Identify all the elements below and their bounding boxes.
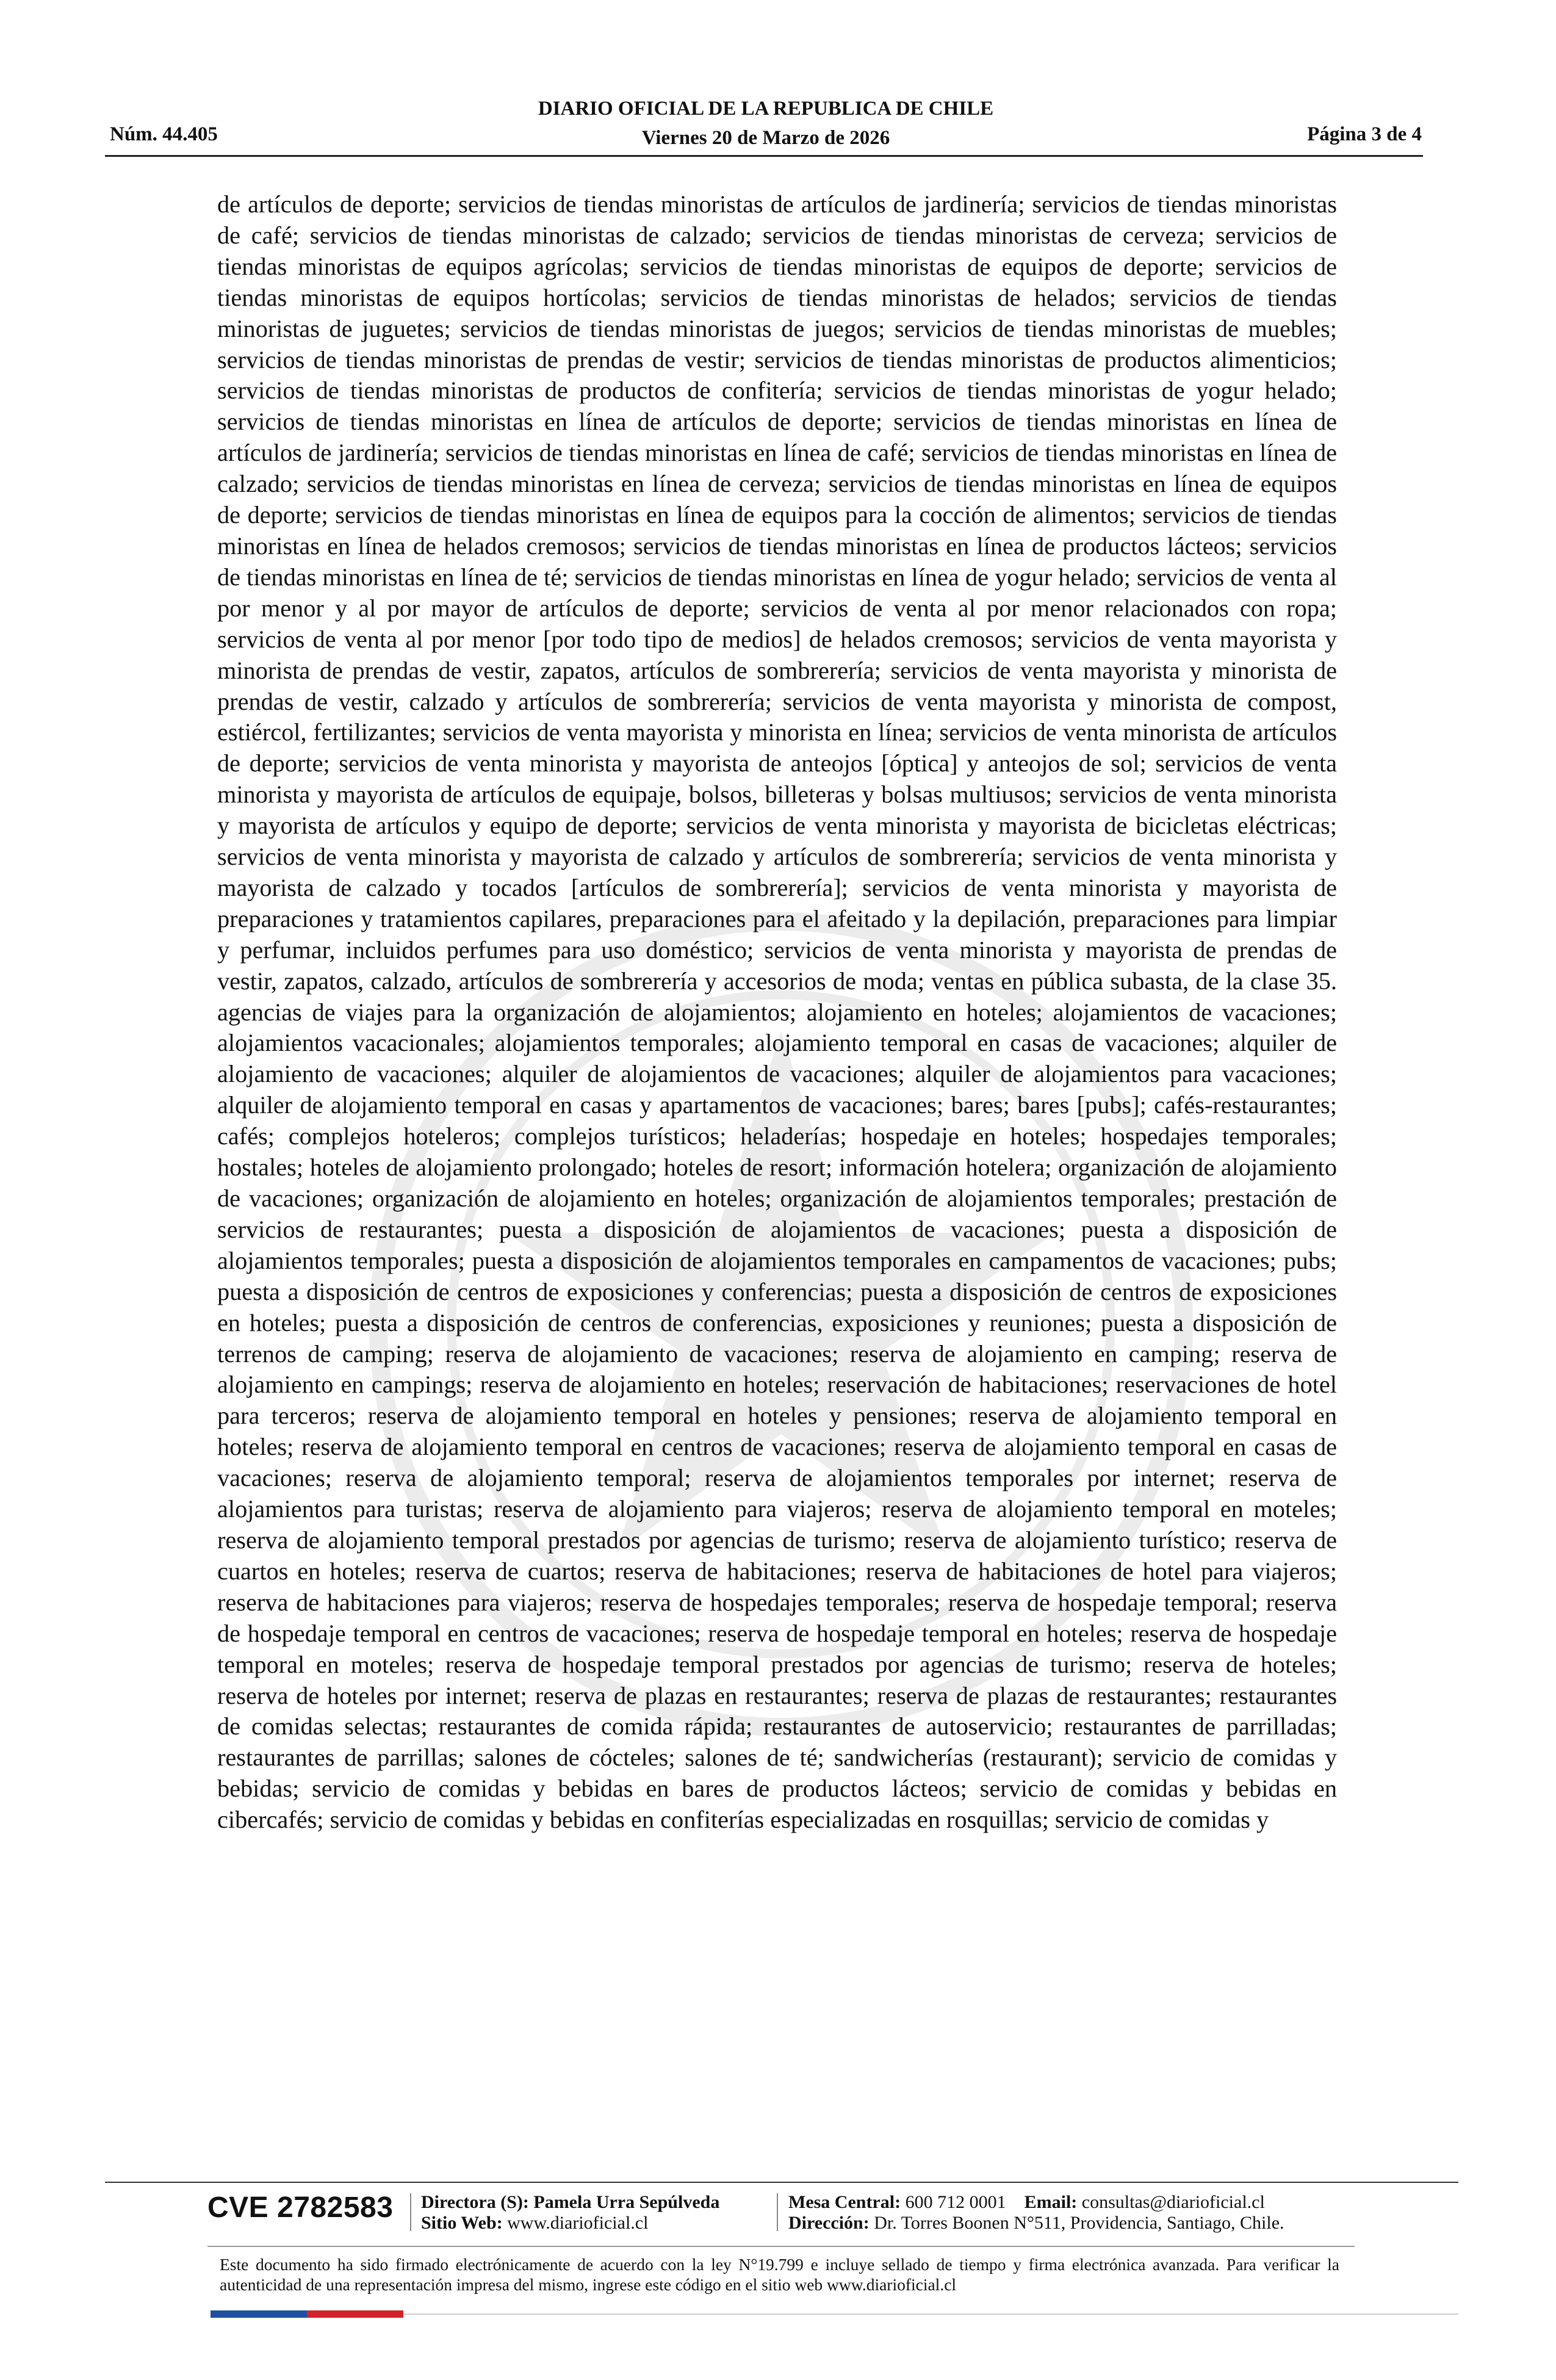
- flag-color-bar: [211, 2310, 403, 2318]
- footer-director-block: [421, 2192, 719, 2234]
- footer-contact-block: [788, 2192, 1284, 2234]
- header-divider: [105, 155, 1423, 157]
- email-label: Email:: [1024, 2192, 1078, 2212]
- publication-title: DIARIO OFICIAL DE LA REPUBLICA DE CHILE: [538, 98, 994, 120]
- publication-date: Viernes 20 de Marzo de 2026: [641, 127, 890, 149]
- page-header: [110, 93, 1422, 151]
- issue-number: Núm. 44.405: [110, 123, 218, 145]
- address-label: Dirección:: [788, 2213, 870, 2233]
- flag-blue-segment: [211, 2310, 307, 2318]
- document-body-text: de artículos de deporte; servicios de tiendas minoristas de artículos de jardinería; servicios de tiendas minoristas de café; servicios de tiendas minoristas de calzado; servicios de tiendas minoristas de cerveza; servicios de tiendas minoristas de equipos agrícolas; servicios de tiendas minoristas de equipos de deporte; servicios de tiendas minoristas de equipos hortícolas; servicios de tiendas minoristas de helados; servicios de tiendas minoristas de juguetes; servicios de tiendas minoristas de juegos; servicios de tiendas minoristas de muebles; servicios de tiendas minoristas de prendas de vestir; servicios de tiendas minoristas de productos alimenticios; servicios de tiendas minoristas de productos de confitería; servicios de tiendas minoristas de yogur helado; servicios de tiendas minoristas en línea de artículos de deporte; servicios de tiendas minoristas en línea de artículos de jardinería; servicios de tiendas minoristas en línea de café; servicios de tiendas minoristas en línea de calzado; servicios de tiendas minoristas en línea de cerveza; servicios de tiendas minoristas en línea de equipos de deporte; servicios de tiendas minoristas en línea de equipos para la cocción de alimentos; servicios de tiendas minoristas en línea de helados cremosos; servicios de tiendas minoristas en línea de productos lácteos; servicios de tiendas minoristas en línea de té; servicios de tiendas minoristas en línea de yogur helado; servicios de venta al por menor y al por mayor de artículos de deporte; servicios de venta al por menor relacionados con ropa; servicios de venta al por menor [por todo tipo de medios] de helados cremosos; servicios de venta mayorista y minorista de prendas de vestir, zapatos, artículos de sombrerería; servicios de venta mayorista y minorista de prendas de vestir, calzado y artículos de sombrerería; servicios de venta mayorista y minorista de compost, estiércol, fertilizantes; servicios de venta mayorista y minorista en línea; servicios de venta minorista de artículos de deporte; servicios de venta minorista y mayorista de anteojos [óptica] y anteojos de sol; servicios de venta minorista y mayorista de artículos de equipaje, bolsos, billeteras y bolsas multiusos; servicios de venta minorista y mayorista de artículos y equipo de deporte; servicios de venta minorista y mayorista de bicicletas eléctricas; servicios de venta minorista y mayorista de calzado y artículos de sombrerería; servicios de venta minorista y mayorista de calzado y tocados [artículos de sombrerería]; servicios de venta minorista y mayorista de preparaciones y tratamientos capilares, preparaciones para el afeitado y la depilación, preparaciones para limpiar y perfumar, incluidos perfumes para uso doméstico; servicios de venta minorista y mayorista de prendas de vestir, zapatos, calzado, artículos de sombrerería y accesorios de moda; ventas en pública subasta, de la clase 35. agencias de viajes para la organización de alojamientos; alojamiento en hoteles; alojamientos de vacaciones; alojamientos vacacionales; alojamientos temporales; alojamiento temporal en casas de vacaciones; alquiler de alojamiento de vacaciones; alquiler de alojamientos de vacaciones; alquiler de alojamientos para vacaciones; alquiler de alojamiento temporal en casas y apartamentos de vacaciones; bares; bares [pubs]; cafés-restaurantes; cafés; complejos hoteleros; complejos turísticos; heladerías; hospedaje en hoteles; hospedajes temporales; hostales; hoteles de alojamiento prolongado; hoteles de resort; información hotelera; organización de alojamiento de vacaciones; organización de alojamiento en hoteles; organización de alojamientos temporales; prestación de servicios de restaurantes; puesta a disposición de alojamientos de vacaciones; puesta a disposición de alojamientos temporales; puesta a disposición de alojamientos temporales en campamentos de vacaciones; pubs; puesta a disposición de centros de exposiciones y conferencias; puesta a disposición de centros de exposiciones en hoteles; puesta a disposición de centros de conferencias, exposiciones y reuniones; puesta a disposición de terrenos de camping; reserva de alojamiento de vacaciones; reserva de alojamiento en camping; reserva de alojamiento en campings; reserva de alojamiento en hoteles; reservación de habitaciones; reservaciones de hotel para terceros; reserva de alojamiento temporal en hoteles y pensiones; reserva de alojamiento temporal en hoteles; reserva de alojamiento temporal en centros de vacaciones; reserva de alojamiento temporal en casas de vacaciones; reserva de alojamiento temporal; reserva de alojamientos temporales por internet; reserva de alojamientos para turistas; reserva de alojamiento para viajeros; reserva de alojamiento temporal en moteles; reserva de alojamiento temporal prestados por agencias de turismo; reserva de alojamiento turístico; reserva de cuartos en hoteles; reserva de cuartos; reserva de habitaciones; reserva de habitaciones de hotel para viajeros; reserva de habitaciones para viajeros; reserva de hospedajes temporales; reserva de hospedaje temporal; reserva de hospedaje temporal en centros de vacaciones; reserva de hospedaje temporal en hoteles; reserva de hospedaje temporal en moteles; reserva de hospedaje temporal prestados por agencias de turismo; reserva de hoteles; reserva de hoteles por internet; reserva de plazas en restaurantes; reserva de plazas de restaurantes; restaurantes de comidas selectas; restaurantes de comida rápida; restaurantes de autoservicio; restaurantes de parrilladas; restaurantes de parrillas; salones de cócteles; salones de té; sandwicherías (restaurant); servicio de comidas y bebidas; servicio de comidas y bebidas en bares de productos lácteos; servicio de comidas y bebidas en cibercafés; servicio de comidas y bebidas en confiterías especializadas en rosquillas; servicio de comidas y: [217, 190, 1337, 1834]
- website-link[interactable]: www.diarioficial.cl: [507, 2213, 649, 2233]
- phone-label: Mesa Central:: [788, 2192, 901, 2212]
- cve-code: CVE 2782583: [207, 2191, 394, 2224]
- footer-separator: [777, 2193, 778, 2231]
- masthead: [110, 94, 1422, 153]
- legal-notice: Este documento ha sido firmado electrónicamente de acuerdo con la ley N°19.799 e incluye sellado de tiempo y firma electrónica avanzada. Para verificar la autenticidad de una representación impresa del mismo, ingrese este código en el sitio web www.diarioficial.cl: [220, 2255, 1339, 2294]
- website-label: Sitio Web:: [421, 2213, 503, 2233]
- address-value: Dr. Torres Boonen N°511, Providencia, Santiago, Chile.: [874, 2213, 1284, 2233]
- footer-divider-top: [105, 2182, 1458, 2183]
- footer-separator: [410, 2193, 411, 2231]
- director-name: Directora (S): Pamela Urra Sepúlveda: [421, 2192, 720, 2212]
- footer-bottom-line: [403, 2313, 1458, 2315]
- flag-red-segment: [307, 2310, 403, 2318]
- email-link[interactable]: consultas@diarioficial.cl: [1081, 2192, 1265, 2212]
- footer-divider-mid: [207, 2246, 1355, 2247]
- page-number: Página 3 de 4: [1307, 123, 1422, 145]
- phone-number: 600 712 0001: [905, 2192, 1006, 2212]
